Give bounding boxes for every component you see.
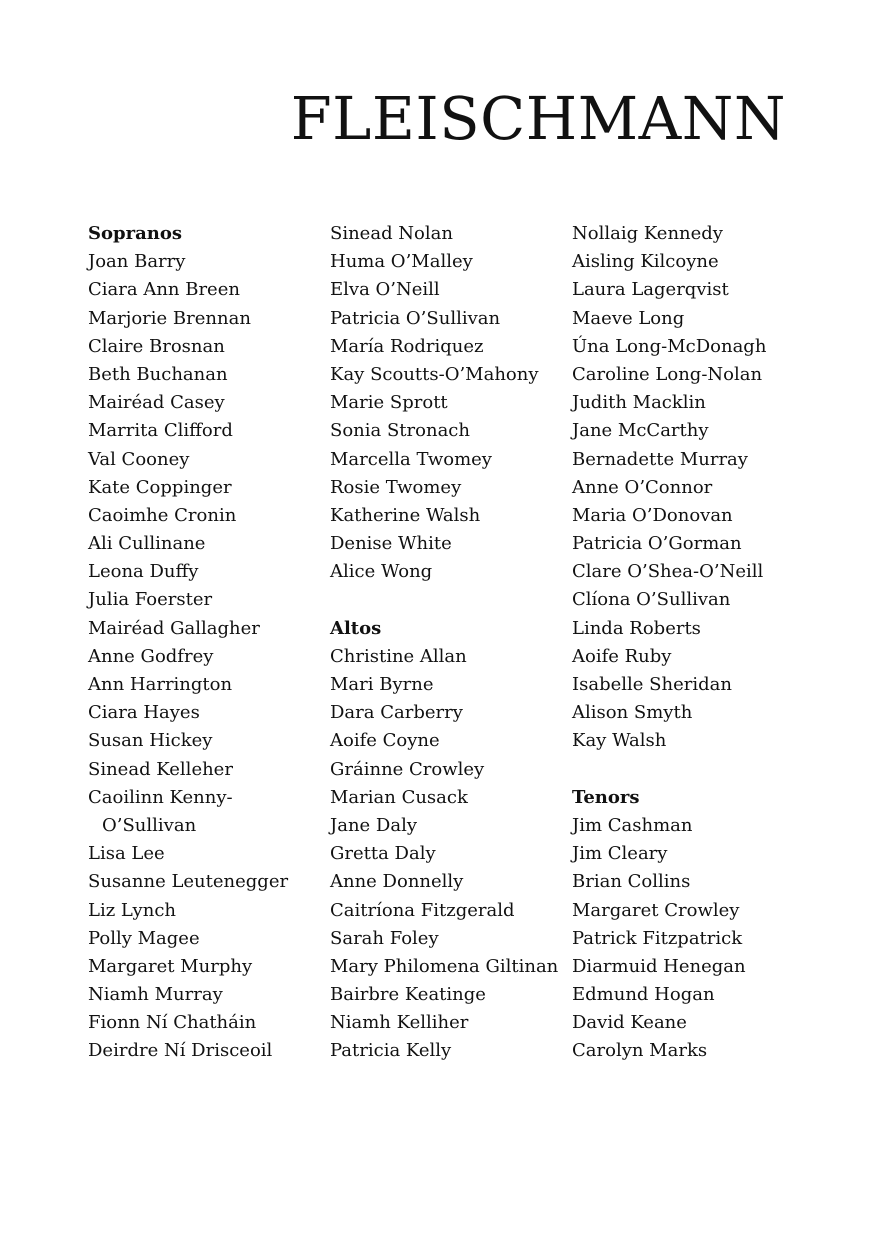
member-name: Caoilinn Kenny- bbox=[88, 786, 233, 808]
member-name: Jim Cleary bbox=[572, 843, 668, 865]
member-name: Niamh Murray bbox=[88, 984, 223, 1006]
member-name: Christine Allan bbox=[330, 645, 467, 667]
member-name: Margaret Murphy bbox=[88, 955, 253, 977]
section-heading: Altos bbox=[330, 617, 382, 639]
member-name: Fionn Ní Chatháin bbox=[88, 1012, 257, 1034]
member-name: Lisa Lee bbox=[88, 843, 165, 865]
column-3 bbox=[572, 220, 766, 1066]
section-spacer bbox=[572, 756, 766, 784]
member-name: Brian Collins bbox=[572, 871, 691, 893]
section-heading: Tenors bbox=[572, 786, 640, 808]
member-name: Marian Cusack bbox=[330, 786, 468, 808]
member-name: Dara Carberry bbox=[330, 702, 463, 724]
member-name: Susanne Leutenegger bbox=[88, 871, 289, 893]
member-name: Kate Coppinger bbox=[88, 476, 232, 498]
member-name: Susan Hickey bbox=[88, 730, 213, 752]
member-name: Aoife Ruby bbox=[572, 645, 672, 667]
member-name: Maeve Long bbox=[572, 307, 685, 329]
member-name: María Rodriquez bbox=[330, 335, 484, 357]
member-name: Caitríona Fitzgerald bbox=[330, 899, 515, 921]
member-name: Bernadette Murray bbox=[572, 448, 748, 470]
member-name: Clíona O’Sullivan bbox=[572, 589, 731, 611]
member-name: Laura Lagerqvist bbox=[572, 279, 729, 301]
member-name: Marjorie Brennan bbox=[88, 307, 251, 329]
member-name: Gráinne Crowley bbox=[330, 758, 485, 780]
member-name: Linda Roberts bbox=[572, 617, 701, 639]
member-name: Diarmuid Henegan bbox=[572, 955, 746, 977]
member-name: David Keane bbox=[572, 1012, 687, 1034]
member-name: Sinead Kelleher bbox=[88, 758, 233, 780]
page-title: FLEISCHMANN bbox=[290, 84, 786, 153]
column-2 bbox=[330, 220, 558, 1066]
member-name: Gretta Daly bbox=[330, 843, 436, 865]
section-heading: Sopranos bbox=[88, 223, 182, 244]
member-name: Deirdre Ní Drisceoil bbox=[88, 1040, 273, 1062]
column-1 bbox=[88, 220, 288, 1066]
member-name: Kay Scoutts-O’Mahony bbox=[330, 363, 539, 385]
member-name: Patrick Fitzpatrick bbox=[572, 927, 743, 949]
member-name: Elva O’Neill bbox=[330, 279, 440, 301]
member-name: Aoife Coyne bbox=[330, 730, 440, 752]
member-name: Anne Godfrey bbox=[88, 645, 214, 667]
member-name: Carolyn Marks bbox=[572, 1040, 708, 1062]
member-name: Úna Long-McDonagh bbox=[572, 335, 767, 357]
member-name: Ann Harrington bbox=[88, 674, 233, 695]
member-name: Caroline Long-Nolan bbox=[572, 363, 763, 385]
member-name: Mari Byrne bbox=[330, 674, 434, 695]
member-name: Rosie Twomey bbox=[330, 476, 462, 498]
member-name: Ciara Ann Breen bbox=[88, 279, 240, 301]
member-name: Mairéad Casey bbox=[88, 392, 225, 414]
member-name: Jane Daly bbox=[330, 814, 418, 836]
member-name: Julia Foerster bbox=[88, 589, 213, 611]
member-name: Kay Walsh bbox=[572, 730, 667, 752]
member-name: Jane McCarthy bbox=[572, 420, 709, 442]
member-name: Margaret Crowley bbox=[572, 899, 740, 921]
member-name: Claire Brosnan bbox=[88, 335, 225, 357]
member-name: Maria O’Donovan bbox=[572, 504, 733, 526]
section-spacer bbox=[330, 586, 558, 614]
member-name: Joan Barry bbox=[88, 251, 186, 273]
member-name: Polly Magee bbox=[88, 927, 200, 949]
member-name: Sarah Foley bbox=[330, 927, 439, 949]
member-name: Caoimhe Cronin bbox=[88, 504, 237, 526]
member-name: Anne O’Connor bbox=[572, 476, 713, 498]
member-name: Niamh Kelliher bbox=[330, 1012, 469, 1034]
member-name: Patricia O’Gorman bbox=[572, 533, 742, 555]
member-name: Ali Cullinane bbox=[88, 533, 206, 555]
member-name: Mary Philomena Giltinan bbox=[330, 955, 559, 977]
member-name: Edmund Hogan bbox=[572, 984, 715, 1006]
member-name: Huma O’Malley bbox=[330, 251, 473, 273]
member-name: Val Cooney bbox=[88, 448, 190, 470]
member-name: Liz Lynch bbox=[88, 899, 176, 921]
member-name: Marcella Twomey bbox=[330, 448, 492, 470]
member-name: Leona Duffy bbox=[88, 561, 199, 583]
member-name: Sinead Nolan bbox=[330, 223, 453, 244]
member-name: Mairéad Gallagher bbox=[88, 617, 260, 639]
member-name: Patricia Kelly bbox=[330, 1040, 452, 1062]
member-name: Isabelle Sheridan bbox=[572, 674, 732, 695]
member-name: Katherine Walsh bbox=[330, 504, 481, 526]
member-name: Bairbre Keatinge bbox=[330, 984, 486, 1006]
member-name: Aisling Kilcoyne bbox=[572, 251, 719, 273]
member-name: Marie Sprott bbox=[330, 392, 448, 414]
member-name: Ciara Hayes bbox=[88, 702, 200, 724]
member-name: Alison Smyth bbox=[572, 702, 693, 724]
member-name: Anne Donnelly bbox=[330, 871, 464, 893]
member-name: Sonia Stronach bbox=[330, 420, 470, 442]
member-name: Judith Macklin bbox=[572, 392, 706, 414]
member-name: Nollaig Kennedy bbox=[572, 223, 723, 244]
member-name: Alice Wong bbox=[330, 561, 433, 583]
member-name: O’Sullivan bbox=[102, 814, 197, 836]
member-name: Jim Cashman bbox=[572, 814, 693, 836]
member-name: Denise White bbox=[330, 533, 452, 555]
member-name: Patricia O’Sullivan bbox=[330, 307, 501, 329]
member-name: Beth Buchanan bbox=[88, 363, 228, 385]
member-name: Marrita Clifford bbox=[88, 420, 233, 442]
member-name: Clare O’Shea-O’Neill bbox=[572, 561, 764, 583]
